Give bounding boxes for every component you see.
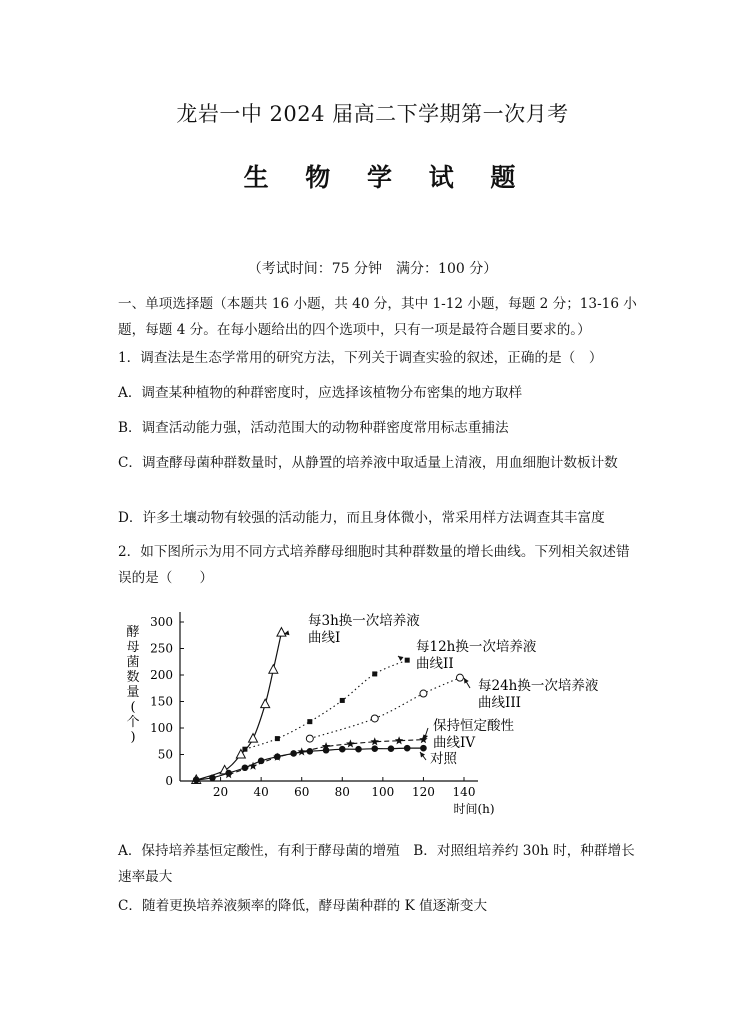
data-point [275,736,280,741]
question-1-option-b: B．调查活动能力强，活动范围大的动物种群密度常用标志重捕法 [118,420,509,436]
x-tick-label: 20 [212,785,229,799]
origin-point [193,777,200,784]
series-label-text: 曲线II [416,656,454,672]
data-point [307,719,312,724]
label-arrowhead [398,656,404,661]
series-label-text: 曲线III [478,695,521,711]
y-tick-label: 300 [150,615,173,629]
y-tick-label: 150 [150,694,173,709]
series-label-3 [464,677,599,711]
data-point [340,698,345,703]
section-intro: 一、单项选择题（本题共 16 小题，共 40 分，其中 1-12 小题，每题 2 分；13-16 小题，每题 4 分。在每小题给出的四个选项中，只有一项是最符合题目要求的。） [118,296,637,338]
data-point [323,747,330,754]
data-point [388,745,395,752]
x-tick-label: 100 [371,785,395,799]
y-axis-label [126,624,139,745]
series-label-text: 每3h换一次培养液 [308,613,420,629]
exam-title: 龙岩一中 2024 届高二下学期第一次月考 [176,102,569,126]
y-axis-title-char: ( [130,700,136,715]
x-tick-label: 120 [411,785,435,799]
series-label-text: 对照 [430,751,457,767]
series-5 [193,745,427,783]
data-point [371,745,378,752]
question-1-option-c: C．调查酵母菌种群数量时，从静置的培养液中取适量上清液，用血细胞计数板计数 [118,455,618,471]
y-axis-title-char: 酵 [126,625,140,640]
data-point [306,735,313,742]
x-axis-title: 时间(h) [453,802,495,816]
series-label-2 [398,638,537,672]
y-tick-label: 250 [150,641,173,656]
question-1-option-a: A．调查某种植物的种群密度时，应选择该植物分布密集的地方取样 [118,385,523,401]
data-point [346,739,355,747]
x-tick-label: 140 [452,785,476,799]
y-axis-title-char: 数 [126,670,140,685]
data-point [209,775,216,782]
question-1-stem: 1．调查法是生态学常用的研究方法，下列关于调查实验的叙述，正确的是（ ） [118,350,603,366]
question-1-option-d: D．许多土壤动物有较强的活动能力，而且身体微小，常采用样方法调查其丰富度 [118,510,605,526]
data-point [420,690,427,697]
exam-info: （考试时间：75 分钟 满分：100 分） [247,261,498,277]
x-tick-label: 60 [294,785,310,799]
data-point [242,764,249,771]
data-point [225,770,232,777]
series-label-text: 保持恒定酸性 [433,718,514,734]
series-label-1 [284,612,420,646]
data-point [261,699,270,708]
data-point [405,658,410,663]
y-axis-title-char: 母 [126,640,140,655]
question-2-options-a-b: A．保持培养基恒定酸性，有利于酵母菌的增殖 B．对照组培养约 30h 时，种群增长速率最大 [118,843,635,885]
data-point [420,745,427,752]
question-2-stem: 2．如下图所示为用不同方式培养酵母细胞时其种群数量的增长曲线。下列相关叙述错误的是（ ） [118,544,630,586]
yeast-growth-chart [118,600,638,830]
data-point [307,748,314,755]
data-point [290,750,297,757]
data-point [404,745,411,752]
subject-title: 生 物 学 试 题 [243,163,530,192]
series-label-text: 曲线I [308,630,341,646]
x-tick-label: 40 [253,785,269,799]
data-point [456,674,463,681]
data-point [249,734,258,743]
data-point [274,753,281,760]
series-label-text: 每24h换一次培养液 [478,678,599,694]
data-point [258,758,265,765]
y-tick-label: 0 [165,774,173,788]
y-axis-title-char: 量 [126,685,140,700]
y-tick-label: 100 [150,721,173,735]
data-point [242,747,247,752]
data-point [395,736,404,744]
y-axis-title-char: 个 [126,715,140,730]
data-point [370,737,379,745]
series-1 [192,628,286,784]
y-tick-label: 50 [157,747,173,762]
series-label-4 [423,717,514,751]
y-axis-title-char: 菌 [126,655,140,670]
label-arrowhead [420,752,425,758]
y-tick-label: 200 [150,668,173,682]
data-point [277,628,286,637]
question-2-option-c: C．随着更换培养液频率的降低，酵母菌种群的 K 值逐渐变大 [118,898,488,914]
data-point [372,671,377,676]
series-label-text: 曲线IV [433,735,476,751]
x-tick-label: 80 [334,785,350,799]
series-labels [284,612,599,767]
data-point [371,715,378,722]
data-point [355,746,362,753]
y-axis-title-char: ) [130,730,136,745]
data-point [269,665,278,674]
data-point [339,746,346,753]
series-label-5 [420,751,457,767]
series-label-text: 每12h换一次培养液 [416,639,537,655]
